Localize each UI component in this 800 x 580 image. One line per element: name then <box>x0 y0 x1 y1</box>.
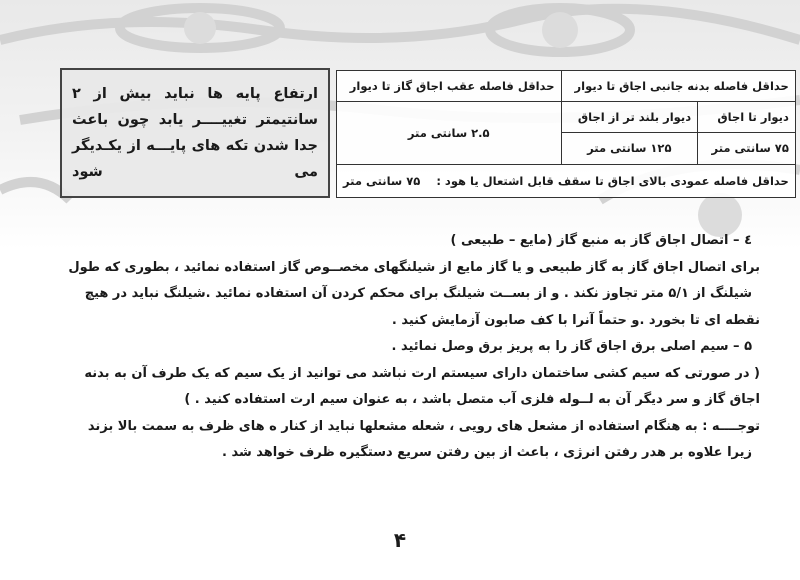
back-clearance-value: ۲.۵ سانتی متر <box>337 102 562 164</box>
clearance-table <box>336 70 796 198</box>
section5-title: ۵ – سیم اصلی برق اجاق گاز را به پریز برق وصل نمائید . <box>391 339 752 354</box>
stove-to-wall-subheader: دیوار تا اجاق <box>698 102 796 133</box>
body-line: ( در صورتی که سیم کشی ساختمان دارای سیستم ارت نباشد می توانید از یک سیم که یک طرف آن به بدنه <box>84 365 760 381</box>
note-line: زیرا علاوه بر هدر رفتن انرژی ، باعث از بین رفتن سریع دستگیره ظرف خواهد شد . <box>222 445 752 460</box>
leg-height-warning-box <box>60 68 330 198</box>
section4-title: ٤ – اتصال اجاق گاز به منبع گاز (مایع – طبیعی ) <box>450 233 752 248</box>
body-line: نقطه ای تا بخورد .و حتماً آنرا با کف صابون آزمایش کنید . <box>391 312 760 328</box>
body-line: شیلنگ از ۵/۱ متر تجاوز نکند . و از بســت شیلنگ برای محکم کردن آن استفاده نمائید .شیلنگ نباید در هیچ <box>84 286 752 301</box>
side-clearance-header: حداقل فاصله بدنه جانبی اجاق تا دیوار <box>561 71 795 102</box>
stove-to-wall-value: ۷۵ سانتی متر <box>698 133 796 164</box>
vertical-clearance-label: حداقل فاصله عمودی بالای اجاق تا سقف قابل اشتعال یا هود : <box>436 173 789 188</box>
page-number: ۴ <box>393 528 407 552</box>
note-line: توجــــه : به هنگام استفاده از مشعل های رویی ، شعله مشعلها نباید از کنار ه های ظرف به سمت بالا بزند <box>87 418 760 434</box>
body-line: برای اتصال اجاق گاز به گاز طبیعی و یا گاز مایع از شیلنگهای مخصــوص گاز استفاده نمائید ، بطوری که طول <box>68 259 760 275</box>
leg-height-warning-text: ارتفاع پایه ها نباید بیش از ۲ سانتیمتر تغییــــر یابد چون باعث جدا شدن تکه های پایـــه از یکـدیگر می شود <box>72 86 318 180</box>
higher-wall-subheader: دیوار بلند تر از اجاق <box>561 102 698 133</box>
vertical-clearance-row <box>337 164 796 197</box>
installation-instructions <box>40 228 760 467</box>
higher-wall-value: ۱۲۵ سانتی متر <box>561 133 698 164</box>
body-line: اجاق گاز و سر دیگر آن به لــوله فلزی آب متصل باشد ، به عنوان سیم ارت استفاده کنید . ) <box>184 392 760 407</box>
vertical-clearance-value: ۷۵ سانتی متر <box>343 173 421 188</box>
back-clearance-header: حداقل فاصله عقب اجاق گاز تا دیوار <box>337 71 562 102</box>
